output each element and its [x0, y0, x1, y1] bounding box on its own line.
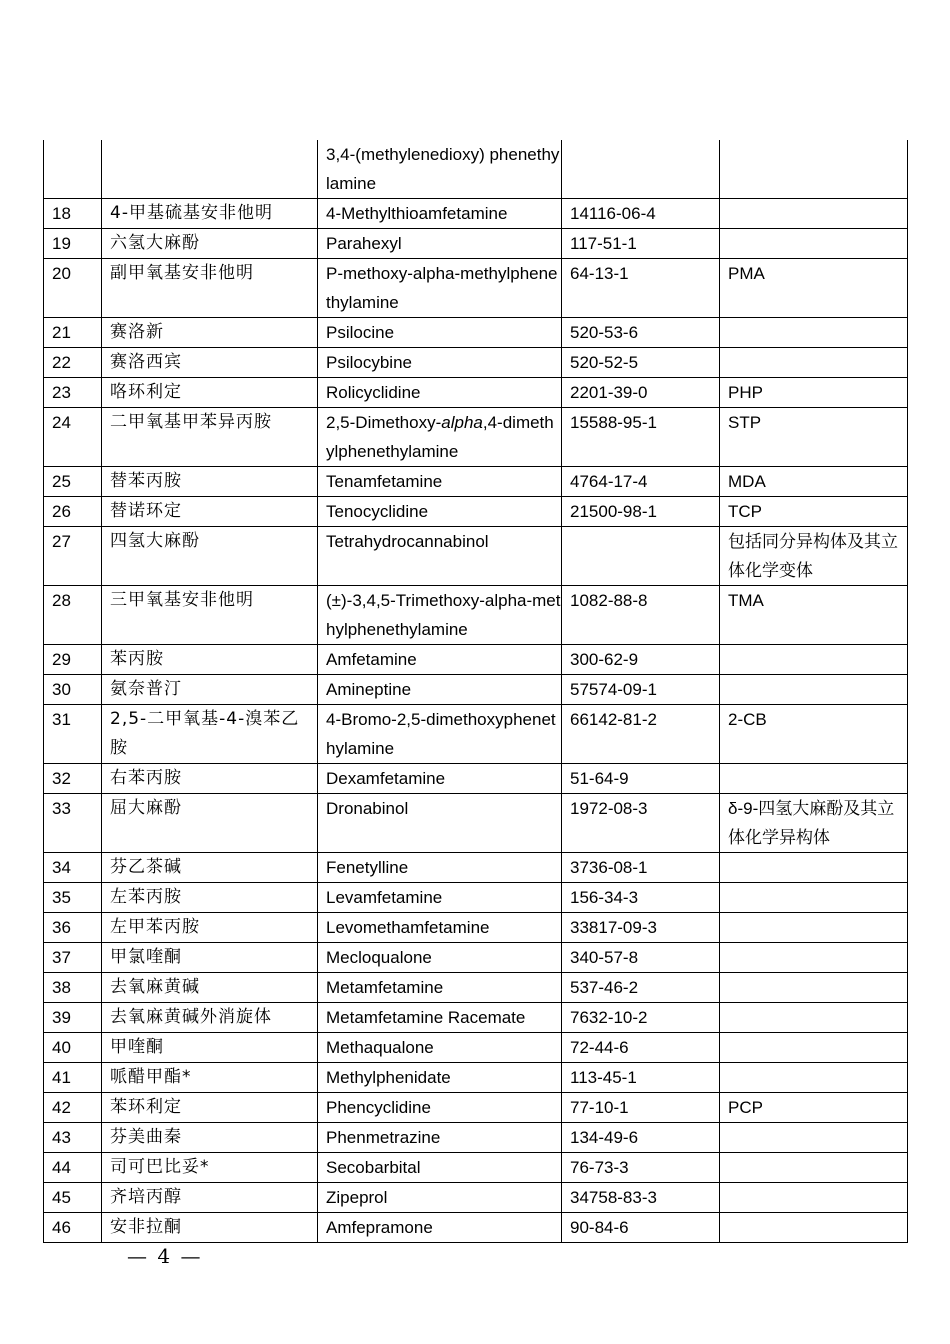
cas-number-cell: 90-84-6 [562, 1213, 720, 1243]
chinese-name-cell: 副甲氧基安非他明 [102, 259, 318, 318]
chinese-name-cell: 左苯丙胺 [102, 883, 318, 913]
table-row [44, 675, 908, 705]
chinese-name-cell: 苯环利定 [102, 1093, 318, 1123]
row-number-cell: 39 [44, 1003, 102, 1033]
chinese-name-cell: 替诺环定 [102, 497, 318, 527]
table-row [44, 764, 908, 794]
cas-number-cell: 537-46-2 [562, 973, 720, 1003]
english-name-cell: Dexamfetamine [318, 764, 562, 794]
english-name-italic-part: alpha [441, 413, 483, 432]
cas-number-cell: 117-51-1 [562, 229, 720, 259]
chinese-name-cell: 4-甲基硫基安非他明 [102, 199, 318, 229]
cas-number-cell: 1082-88-8 [562, 586, 720, 645]
table-row [44, 645, 908, 675]
note-cell [720, 675, 908, 705]
note-cell: PMA [720, 259, 908, 318]
row-number-cell: 27 [44, 527, 102, 586]
table-row [44, 943, 908, 973]
row-number-cell: 45 [44, 1183, 102, 1213]
chinese-name-cell: 去氧麻黄碱外消旋体 [102, 1003, 318, 1033]
english-name-cell: Phencyclidine [318, 1093, 562, 1123]
note-cell: δ-9-四氢大麻酚及其立体化学异构体 [720, 794, 908, 853]
table-row [44, 586, 908, 645]
chinese-name-cell: 苯丙胺 [102, 645, 318, 675]
english-name-cell: Tetrahydrocannabinol [318, 527, 562, 586]
row-number-cell: 24 [44, 408, 102, 467]
row-number-cell: 42 [44, 1093, 102, 1123]
english-name-cell: Psilocine [318, 318, 562, 348]
note-cell [720, 1183, 908, 1213]
row-number-cell: 20 [44, 259, 102, 318]
cas-number-cell: 57574-09-1 [562, 675, 720, 705]
english-name-cell: Metamfetamine Racemate [318, 1003, 562, 1033]
row-number-cell: 40 [44, 1033, 102, 1063]
table-body [44, 140, 908, 1243]
chinese-name-cell: 司可巴比妥* [102, 1153, 318, 1183]
cas-number-cell: 34758-83-3 [562, 1183, 720, 1213]
note-cell [720, 229, 908, 259]
english-name-cell [318, 408, 562, 467]
note-cell [720, 943, 908, 973]
note-cell [720, 1033, 908, 1063]
page-number: — 4 — [127, 1244, 203, 1268]
table-row [44, 1123, 908, 1153]
note-cell [720, 140, 908, 199]
row-number-cell: 29 [44, 645, 102, 675]
english-name-cell: Mecloqualone [318, 943, 562, 973]
note-cell [720, 1213, 908, 1243]
table-row [44, 140, 908, 199]
row-number-cell: 38 [44, 973, 102, 1003]
english-name-cell: Phenmetrazine [318, 1123, 562, 1153]
cas-number-cell: 64-13-1 [562, 259, 720, 318]
cas-number-cell: 72-44-6 [562, 1033, 720, 1063]
cas-number-cell: 156-34-3 [562, 883, 720, 913]
cas-number-cell: 66142-81-2 [562, 705, 720, 764]
table-row [44, 229, 908, 259]
english-name-cell: Amineptine [318, 675, 562, 705]
cas-number-cell [562, 527, 720, 586]
table-row [44, 348, 908, 378]
table-row [44, 705, 908, 764]
english-name-cell: Zipeprol [318, 1183, 562, 1213]
table-row [44, 1033, 908, 1063]
note-cell: PHP [720, 378, 908, 408]
cas-number-cell: 14116-06-4 [562, 199, 720, 229]
english-name-cell: Parahexyl [318, 229, 562, 259]
english-name-cell: Fenetylline [318, 853, 562, 883]
table-row [44, 883, 908, 913]
substance-table [43, 140, 908, 1243]
row-number-cell: 23 [44, 378, 102, 408]
cas-number-cell: 520-52-5 [562, 348, 720, 378]
row-number-cell: 22 [44, 348, 102, 378]
table-row [44, 1183, 908, 1213]
row-number-cell: 36 [44, 913, 102, 943]
row-number-cell: 32 [44, 764, 102, 794]
note-cell: TCP [720, 497, 908, 527]
table-row [44, 497, 908, 527]
row-number-cell: 46 [44, 1213, 102, 1243]
english-name-cell: Metamfetamine [318, 973, 562, 1003]
row-number-cell: 28 [44, 586, 102, 645]
english-name-cell: 4-Methylthioamfetamine [318, 199, 562, 229]
note-cell: STP [720, 408, 908, 467]
chinese-name-cell: 替苯丙胺 [102, 467, 318, 497]
row-number-cell [44, 140, 102, 199]
row-number-cell: 35 [44, 883, 102, 913]
chinese-name-cell: 去氧麻黄碱 [102, 973, 318, 1003]
chinese-name-cell: 甲氯喹酮 [102, 943, 318, 973]
table-row [44, 378, 908, 408]
cas-number-cell: 113-45-1 [562, 1063, 720, 1093]
row-number-cell: 37 [44, 943, 102, 973]
note-cell [720, 883, 908, 913]
english-name-cell: Methaqualone [318, 1033, 562, 1063]
row-number-cell: 34 [44, 853, 102, 883]
english-name-cell: 3,4-(methylenedioxy) phenethylamine [318, 140, 562, 199]
chinese-name-cell: 齐培丙醇 [102, 1183, 318, 1213]
note-cell [720, 1153, 908, 1183]
table-row [44, 259, 908, 318]
cas-number-cell: 76-73-3 [562, 1153, 720, 1183]
english-name-cell: Dronabinol [318, 794, 562, 853]
english-name-cell: P-methoxy-alpha-methylphenethylamine [318, 259, 562, 318]
note-cell [720, 348, 908, 378]
note-cell [720, 645, 908, 675]
cas-number-cell: 77-10-1 [562, 1093, 720, 1123]
row-number-cell: 31 [44, 705, 102, 764]
cas-number-cell: 15588-95-1 [562, 408, 720, 467]
table-row [44, 794, 908, 853]
english-name-cell: Amfepramone [318, 1213, 562, 1243]
note-cell [720, 764, 908, 794]
chinese-name-cell: 芬乙茶碱 [102, 853, 318, 883]
note-cell [720, 199, 908, 229]
row-number-cell: 30 [44, 675, 102, 705]
english-name-cell: Tenamfetamine [318, 467, 562, 497]
chinese-name-cell: 赛洛新 [102, 318, 318, 348]
cas-number-cell: 51-64-9 [562, 764, 720, 794]
note-cell [720, 973, 908, 1003]
note-cell [720, 913, 908, 943]
table-row [44, 1213, 908, 1243]
chinese-name-cell: 安非拉酮 [102, 1213, 318, 1243]
english-name-cell: Levamfetamine [318, 883, 562, 913]
note-cell: 2-CB [720, 705, 908, 764]
note-cell [720, 1063, 908, 1093]
note-cell [720, 1123, 908, 1153]
note-cell: MDA [720, 467, 908, 497]
chinese-name-cell: 屈大麻酚 [102, 794, 318, 853]
english-name-cell: Methylphenidate [318, 1063, 562, 1093]
chinese-name-cell: 左甲苯丙胺 [102, 913, 318, 943]
chinese-name-cell: 四氢大麻酚 [102, 527, 318, 586]
chinese-name-cell [102, 140, 318, 199]
note-cell [720, 1003, 908, 1033]
english-name-cell: Rolicyclidine [318, 378, 562, 408]
table-row [44, 408, 908, 467]
english-name-cell: (±)-3,4,5-Trimethoxy-alpha-methylphenethylamine [318, 586, 562, 645]
row-number-cell: 43 [44, 1123, 102, 1153]
english-name-cell: Psilocybine [318, 348, 562, 378]
cas-number-cell: 300-62-9 [562, 645, 720, 675]
table-row [44, 1063, 908, 1093]
table-row [44, 973, 908, 1003]
row-number-cell: 25 [44, 467, 102, 497]
chinese-name-cell: 2,5-二甲氧基-4-溴苯乙胺 [102, 705, 318, 764]
cas-number-cell: 2201-39-0 [562, 378, 720, 408]
chinese-name-cell: 氨奈普汀 [102, 675, 318, 705]
english-name-cell: Levomethamfetamine [318, 913, 562, 943]
cas-number-cell: 1972-08-3 [562, 794, 720, 853]
row-number-cell: 19 [44, 229, 102, 259]
chinese-name-cell: 六氢大麻酚 [102, 229, 318, 259]
row-number-cell: 33 [44, 794, 102, 853]
note-cell: PCP [720, 1093, 908, 1123]
chinese-name-cell: 哌醋甲酯* [102, 1063, 318, 1093]
table-row [44, 853, 908, 883]
cas-number-cell: 33817-09-3 [562, 913, 720, 943]
chinese-name-cell: 二甲氧基甲苯异丙胺 [102, 408, 318, 467]
chinese-name-cell: 三甲氧基安非他明 [102, 586, 318, 645]
table-row [44, 527, 908, 586]
cas-number-cell: 134-49-6 [562, 1123, 720, 1153]
row-number-cell: 41 [44, 1063, 102, 1093]
table-row [44, 913, 908, 943]
table-row [44, 467, 908, 497]
row-number-cell: 44 [44, 1153, 102, 1183]
english-name-part: ,4-dimethylphenethylamine [326, 413, 554, 461]
table-row [44, 1003, 908, 1033]
english-name-cell: Amfetamine [318, 645, 562, 675]
table-row [44, 1153, 908, 1183]
chinese-name-cell: 芬美曲秦 [102, 1123, 318, 1153]
english-name-part: 2,5-Dimethoxy- [326, 413, 442, 432]
cas-number-cell: 3736-08-1 [562, 853, 720, 883]
table-row [44, 318, 908, 348]
cas-number-cell: 4764-17-4 [562, 467, 720, 497]
note-cell [720, 318, 908, 348]
note-cell: TMA [720, 586, 908, 645]
row-number-cell: 26 [44, 497, 102, 527]
cas-number-cell: 520-53-6 [562, 318, 720, 348]
english-name-cell: Secobarbital [318, 1153, 562, 1183]
cas-number-cell: 7632-10-2 [562, 1003, 720, 1033]
chinese-name-cell: 赛洛西宾 [102, 348, 318, 378]
cas-number-cell: 21500-98-1 [562, 497, 720, 527]
note-cell [720, 853, 908, 883]
cas-number-cell: 340-57-8 [562, 943, 720, 973]
note-cell: 包括同分异构体及其立体化学变体 [720, 527, 908, 586]
row-number-cell: 21 [44, 318, 102, 348]
english-name-cell: Tenocyclidine [318, 497, 562, 527]
english-name-cell: 4-Bromo-2,5-dimethoxyphenethylamine [318, 705, 562, 764]
cas-number-cell [562, 140, 720, 199]
table-row [44, 199, 908, 229]
chinese-name-cell: 右苯丙胺 [102, 764, 318, 794]
table-row [44, 1093, 908, 1123]
chinese-name-cell: 咯环利定 [102, 378, 318, 408]
chinese-name-cell: 甲喹酮 [102, 1033, 318, 1063]
row-number-cell: 18 [44, 199, 102, 229]
